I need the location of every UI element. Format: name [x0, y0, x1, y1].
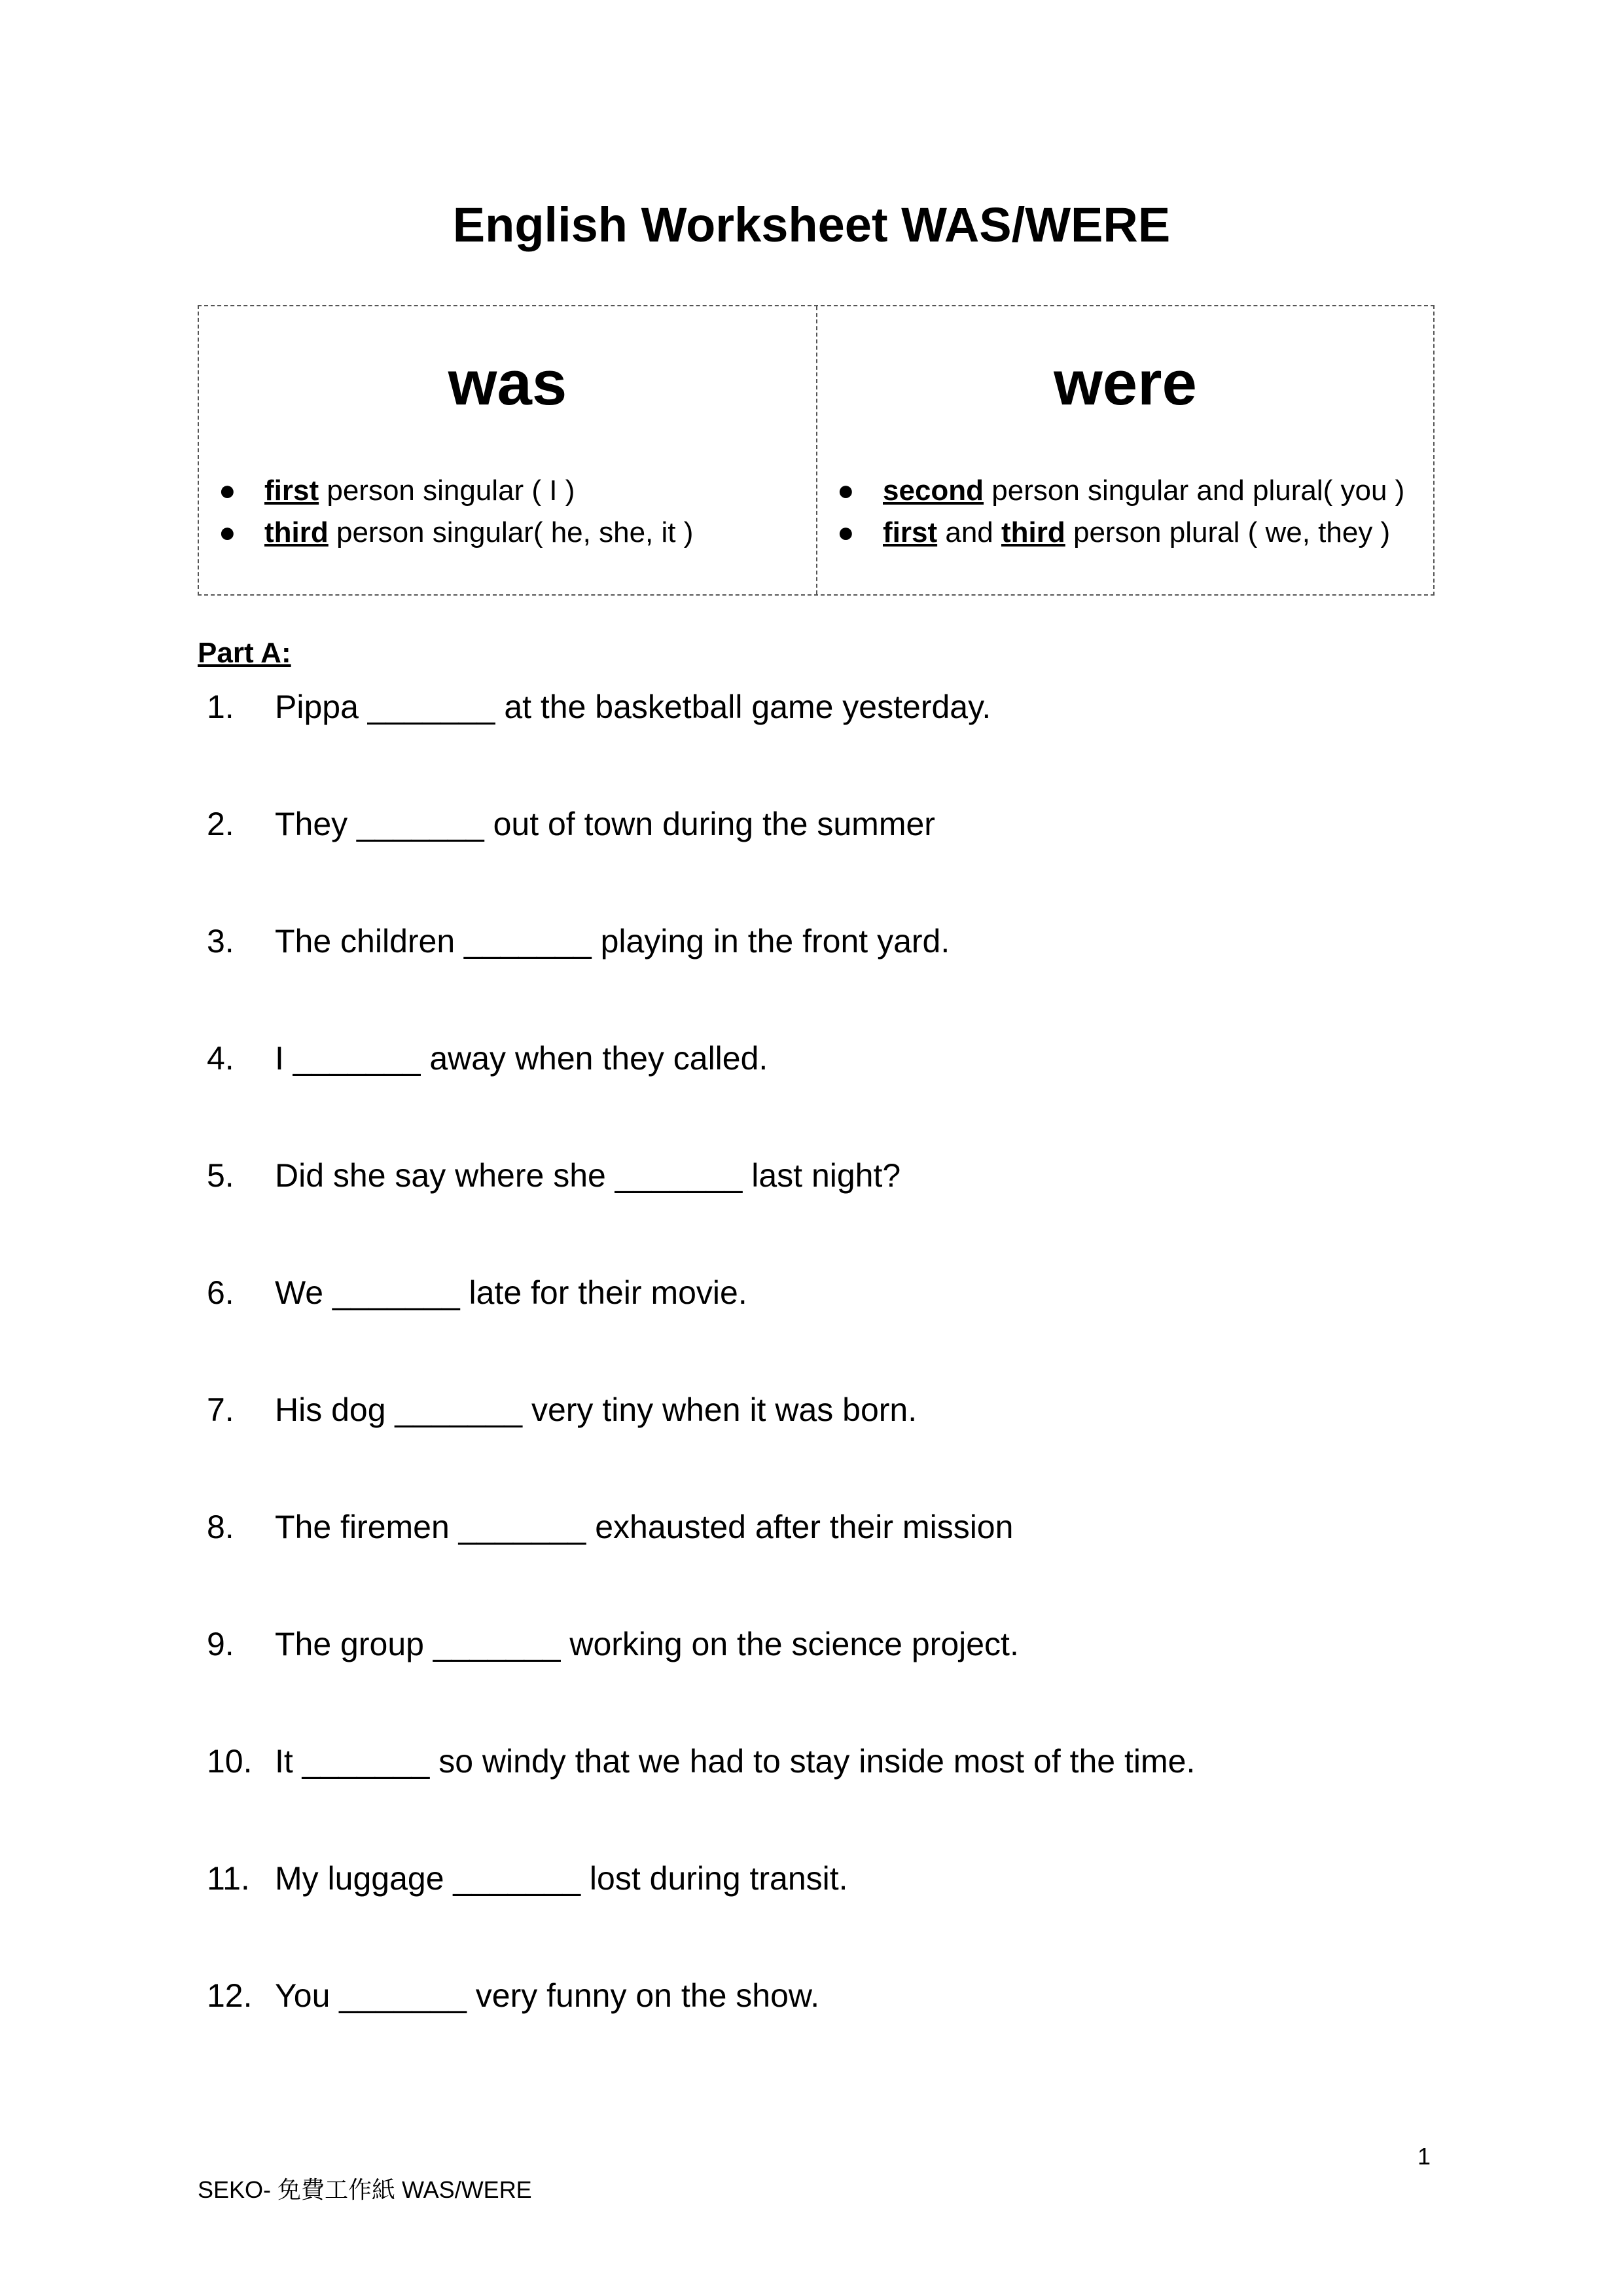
worksheet-title: English Worksheet WAS/WERE	[452, 198, 1171, 252]
question-text: They _______ out of town during the summer	[275, 806, 935, 842]
question-number: 11.	[207, 1860, 250, 1897]
bullet-icon: ●	[219, 516, 236, 548]
was-column	[199, 306, 816, 594]
were-heading: were	[1054, 348, 1197, 418]
question-number: 8.	[207, 1509, 234, 1545]
list-item	[833, 470, 1427, 512]
list-item	[215, 470, 810, 512]
bullet-icon: ●	[837, 475, 855, 507]
question-number: 1.	[207, 689, 234, 725]
rule-keyword: second	[883, 475, 984, 507]
rule-text: person singular( he, she, it )	[328, 516, 694, 548]
was-heading: was	[448, 348, 567, 418]
question-text: The firemen _______ exhausted after their mission	[275, 1509, 1014, 1545]
question-number: 5.	[207, 1157, 234, 1194]
were-column	[816, 306, 1433, 594]
bullet-icon: ●	[219, 475, 236, 507]
page-footer: SEKO- 免費工作紙 WAS/WERE	[198, 2176, 532, 2203]
rules-table	[198, 305, 1435, 596]
rule-text: person singular ( I )	[319, 475, 575, 507]
part-a-heading: Part A:	[198, 637, 291, 669]
question-number: 12.	[207, 1977, 253, 2014]
question-number: 4.	[207, 1040, 234, 1077]
question-number: 10.	[207, 1743, 253, 1780]
rule-keyword: third	[264, 516, 329, 548]
question-text: Did she say where she _______ last night?	[275, 1157, 901, 1194]
question-text: You _______ very funny on the show.	[275, 1977, 820, 2014]
was-rules-list	[215, 470, 810, 554]
question-number: 9.	[207, 1626, 234, 1662]
were-rules-list	[833, 470, 1427, 554]
rule-keyword: first	[264, 475, 319, 507]
page-number: 1	[1418, 2143, 1431, 2170]
rule-text: and	[937, 516, 1001, 548]
question-text: The group _______ working on the science project.	[275, 1626, 1019, 1662]
question-text: We _______ late for their movie.	[275, 1274, 747, 1311]
rule-keyword: first	[883, 516, 938, 548]
question-text: His dog _______ very tiny when it was born.	[275, 1391, 918, 1428]
question-number: 6.	[207, 1274, 234, 1311]
question-number: 2.	[207, 806, 234, 842]
question-number: 3.	[207, 923, 234, 960]
list-item	[833, 512, 1427, 554]
question-text: My luggage _______ lost during transit.	[275, 1860, 848, 1897]
question-text: Pippa _______ at the basketball game yesterday.	[275, 689, 991, 725]
question-text: I _______ away when they called.	[275, 1040, 768, 1077]
question-number: 7.	[207, 1391, 234, 1428]
question-text: The children _______ playing in the front yard.	[275, 923, 950, 960]
question-text: It _______ so windy that we had to stay inside most of the time.	[275, 1743, 1196, 1780]
bullet-icon: ●	[837, 516, 855, 548]
rule-text: person singular and plural( you )	[984, 475, 1405, 507]
rule-text: person plural ( we, they )	[1065, 516, 1391, 548]
rule-keyword: third	[1001, 516, 1065, 548]
list-item	[215, 512, 810, 554]
